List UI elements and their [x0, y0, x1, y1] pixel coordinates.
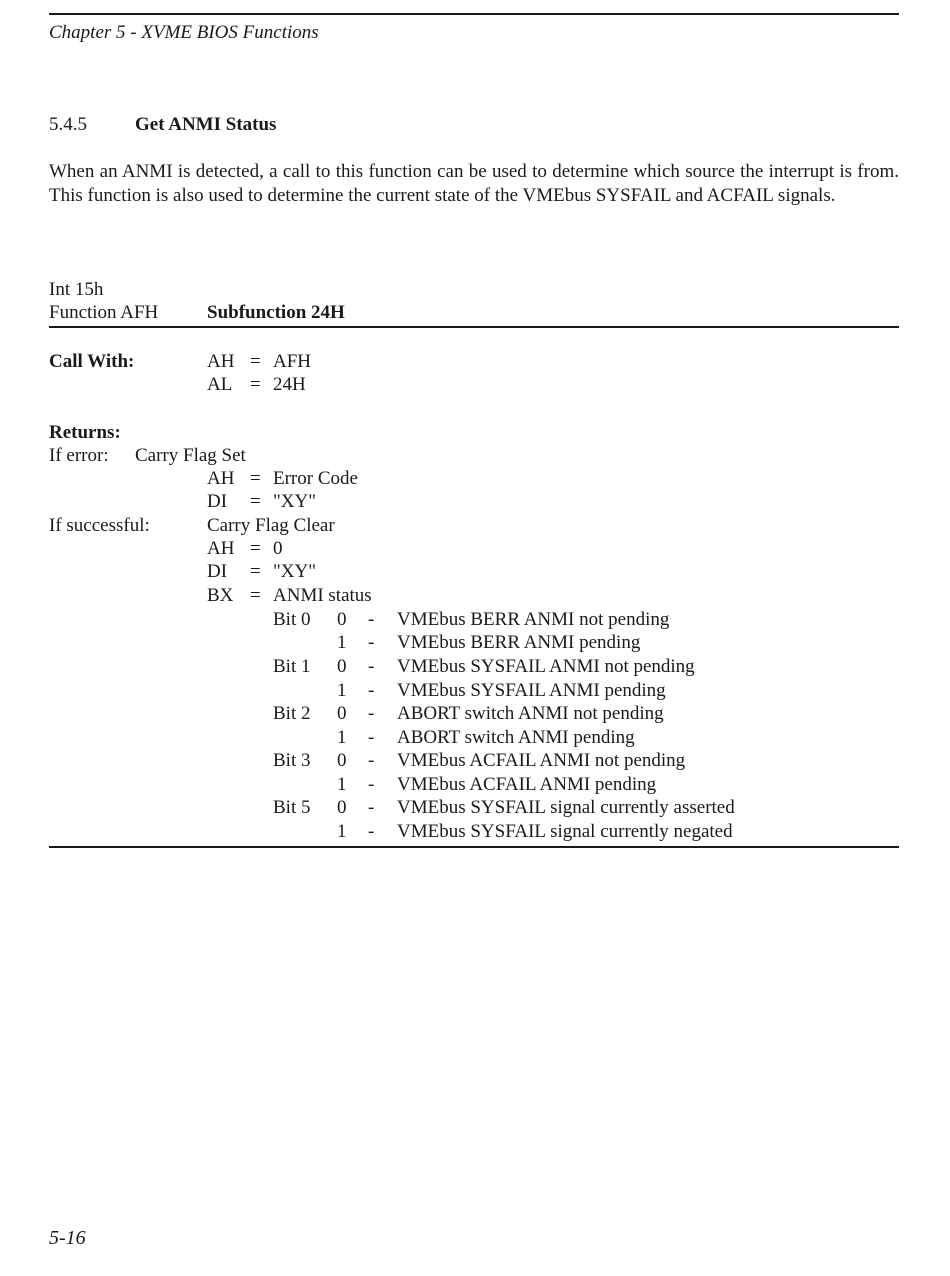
bit-dash: -	[368, 656, 375, 677]
subfunction-label: Subfunction 24H	[207, 302, 345, 323]
bit-description: VMEbus SYSFAIL ANMI pending	[397, 680, 666, 701]
table-bottom-rule	[49, 846, 899, 848]
bit-dash: -	[368, 821, 375, 842]
equals-sign: =	[250, 538, 261, 559]
bit-dash: -	[368, 609, 375, 630]
bit-value: 1	[337, 680, 347, 701]
page-number: 5-16	[49, 1227, 86, 1249]
bit-dash: -	[368, 680, 375, 701]
section-number: 5.4.5	[49, 114, 87, 135]
bit-label: Bit 5	[273, 797, 311, 818]
bit-description: VMEbus BERR ANMI pending	[397, 632, 641, 653]
success-flag: Carry Flag Clear	[207, 515, 335, 536]
register-value: 0	[273, 538, 283, 559]
bit-dash: -	[368, 703, 375, 724]
equals-sign: =	[250, 561, 261, 582]
register-name: DI	[207, 491, 228, 512]
equals-sign: =	[250, 491, 261, 512]
bit-label: Bit 2	[273, 703, 311, 724]
bit-dash: -	[368, 632, 375, 653]
equals-sign: =	[250, 468, 261, 489]
section-description: When an ANMI is detected, a call to this function can be used to determine which source the interrupt is from. This function is also used to determine the current state of the VMEbus SYSFAIL and ACFAIL signals.	[49, 161, 899, 206]
equals-sign: =	[250, 374, 261, 395]
section-title: Get ANMI Status	[135, 114, 277, 135]
bit-description: VMEbus ACFAIL ANMI pending	[397, 774, 657, 795]
equals-sign: =	[250, 351, 261, 372]
chapter-title: Chapter 5 - XVME BIOS Functions	[49, 22, 319, 43]
bit-value: 1	[337, 774, 347, 795]
register-value: Error Code	[273, 468, 358, 489]
register-name: BX	[207, 585, 234, 606]
bit-description: VMEbus BERR ANMI not pending	[397, 609, 670, 630]
bit-value: 0	[337, 703, 347, 724]
bit-value: 0	[337, 609, 347, 630]
bit-description: ABORT switch ANMI pending	[397, 727, 635, 748]
bit-value: 0	[337, 797, 347, 818]
if-successful-label: If successful:	[49, 515, 150, 536]
register-name: DI	[207, 561, 228, 582]
if-error-label: If error:	[49, 445, 109, 466]
register-name: AL	[207, 374, 233, 395]
returns-label: Returns:	[49, 422, 121, 443]
bit-value: 1	[337, 727, 347, 748]
bit-label: Bit 0	[273, 609, 311, 630]
bit-value: 0	[337, 656, 347, 677]
register-value: "XY"	[273, 561, 316, 582]
bit-description: VMEbus SYSFAIL ANMI not pending	[397, 656, 695, 677]
bit-label: Bit 3	[273, 750, 311, 771]
header-rule	[49, 13, 899, 15]
table-top-rule	[49, 326, 899, 328]
register-name: AH	[207, 538, 235, 559]
bit-description: ABORT switch ANMI not pending	[397, 703, 664, 724]
bit-label: Bit 1	[273, 656, 311, 677]
register-value: "XY"	[273, 491, 316, 512]
int-label: Int 15h	[49, 279, 104, 300]
bit-description: VMEbus ACFAIL ANMI not pending	[397, 750, 686, 771]
register-name: AH	[207, 351, 235, 372]
bit-dash: -	[368, 797, 375, 818]
function-label: Function AFH	[49, 302, 159, 323]
register-name: AH	[207, 468, 235, 489]
bit-value: 1	[337, 821, 347, 842]
bit-dash: -	[368, 774, 375, 795]
call-with-label: Call With:	[49, 351, 135, 372]
bit-description: VMEbus SYSFAIL signal currently negated	[397, 821, 733, 842]
register-value: ANMI status	[273, 585, 372, 606]
error-flag: Carry Flag Set	[135, 445, 246, 466]
bit-value: 1	[337, 632, 347, 653]
bit-value: 0	[337, 750, 347, 771]
register-value: 24H	[273, 374, 306, 395]
bit-description: VMEbus SYSFAIL signal currently asserted	[397, 797, 735, 818]
register-value: AFH	[273, 351, 312, 372]
bit-dash: -	[368, 750, 375, 771]
equals-sign: =	[250, 585, 261, 606]
bit-dash: -	[368, 727, 375, 748]
